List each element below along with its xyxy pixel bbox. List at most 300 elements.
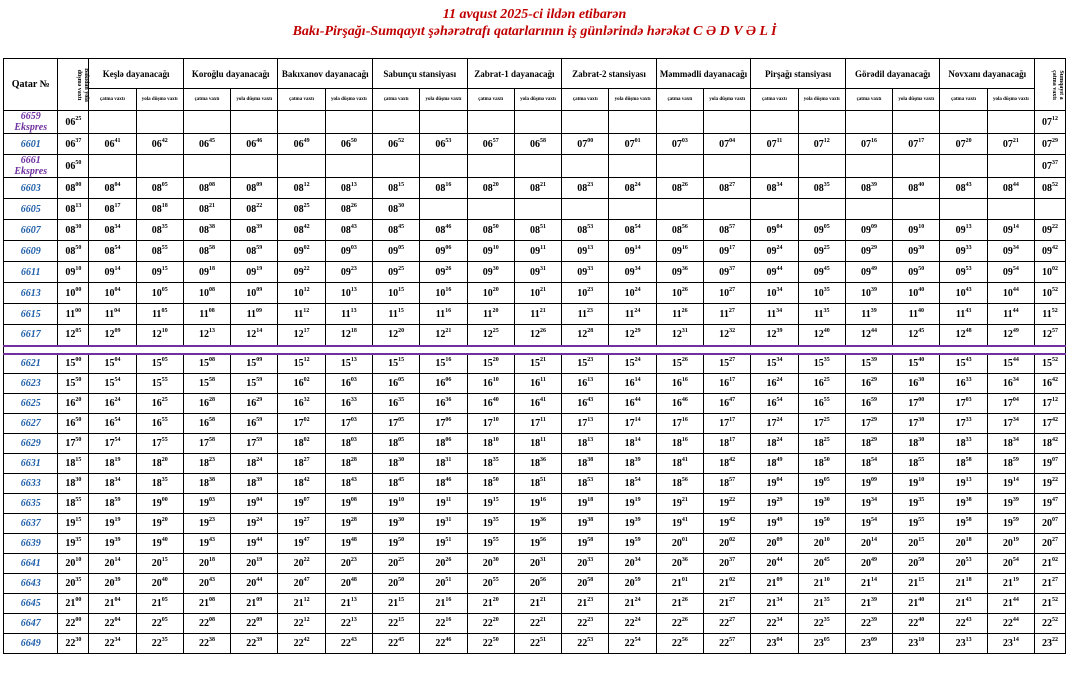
baku-departure-time: $19^{15}$ [58, 514, 89, 534]
departure-time: $12^{49}$ [987, 325, 1034, 346]
minutes: 53 [587, 223, 594, 230]
minutes: 06 [445, 417, 452, 423]
departure-time: $12^{21}$ [420, 325, 467, 346]
departure-time: $15^{16}$ [420, 354, 467, 374]
arrival-time: $11^{20}$ [467, 304, 514, 325]
arrival-time: $15^{23}$ [562, 354, 609, 374]
minutes: 00 [918, 397, 925, 403]
departure-time: $18^{59}$ [987, 454, 1034, 474]
minutes: 15 [397, 307, 404, 314]
sumqayit-arrival-time: $21^{52}$ [1035, 594, 1066, 614]
minutes: 41 [681, 517, 688, 523]
baku-departure-time: $08^{50}$ [58, 241, 89, 262]
departure-time: $09^{25}$ [798, 241, 845, 262]
minutes: 52 [1052, 286, 1059, 293]
departure-time: $20^{59}$ [609, 574, 656, 594]
minutes: 09 [256, 357, 263, 364]
arrival-time: $19^{30}$ [373, 514, 420, 534]
baku-departure-time: $12^{05}$ [58, 325, 89, 346]
minutes: 27 [729, 617, 736, 623]
minutes: 35 [823, 357, 830, 364]
train-number: 6633 [4, 474, 58, 494]
minutes: 04 [256, 497, 263, 503]
arrival-time: $11^{15}$ [373, 304, 420, 325]
departure-time: $21^{10}$ [798, 574, 845, 594]
arrival-time: $21^{23}$ [562, 594, 609, 614]
arrival-time [183, 111, 230, 134]
departure-time: $19^{36}$ [514, 514, 561, 534]
minutes: 41 [681, 457, 688, 463]
table-row [4, 374, 1066, 394]
minutes: 03 [350, 417, 357, 423]
arrival-time: $15^{08}$ [183, 354, 230, 374]
minutes: 24 [634, 307, 641, 314]
minutes: 27 [303, 457, 310, 463]
minutes: 00 [75, 597, 82, 603]
minutes: 42 [303, 223, 310, 230]
arrival-time: $16^{54}$ [751, 394, 798, 414]
departure-time: $10^{35}$ [798, 283, 845, 304]
minutes: 49 [776, 517, 783, 523]
minutes: 28 [209, 397, 215, 403]
minutes: 21 [540, 617, 546, 623]
arrival-time: $17^{13}$ [562, 414, 609, 434]
arrival-time: $20^{43}$ [183, 574, 230, 594]
minutes: 20 [492, 307, 499, 314]
arrival-time: $17^{24}$ [751, 414, 798, 434]
minutes: 49 [303, 137, 310, 144]
departure-time: $10^{40}$ [893, 283, 940, 304]
departure-time: $18^{31}$ [420, 454, 467, 474]
departure-time: $19^{28}$ [325, 514, 372, 534]
arrival-time: $07^{00}$ [562, 134, 609, 155]
minutes: 58 [965, 457, 972, 463]
departure-time: $20^{54}$ [987, 554, 1034, 574]
minutes: 33 [965, 377, 972, 383]
minutes: 35 [492, 517, 499, 523]
minutes: 43 [965, 307, 972, 314]
departure-time: $09^{15}$ [136, 262, 183, 283]
minutes: 30 [75, 637, 82, 643]
departure-time: $09^{06}$ [420, 241, 467, 262]
minutes: 38 [209, 637, 215, 643]
minutes: 29 [776, 497, 783, 503]
departure-time: $16^{06}$ [420, 374, 467, 394]
arrival-time: $08^{20}$ [467, 178, 514, 199]
arrival-time: $10^{34}$ [751, 283, 798, 304]
departure-time: $09^{23}$ [325, 262, 372, 283]
departure-time [893, 199, 940, 220]
minutes: 24 [776, 437, 783, 443]
departure-time: $12^{29}$ [609, 325, 656, 346]
minutes: 03 [350, 437, 357, 443]
arrival-time: $21^{04}$ [89, 594, 136, 614]
minutes: 21 [540, 181, 546, 188]
baku-departure-time: $06^{25}$ [58, 111, 89, 134]
arrival-time: $09^{25}$ [373, 262, 420, 283]
sumqayit-arrival-time: $12^{57}$ [1035, 325, 1066, 346]
minutes: 14 [871, 537, 878, 543]
arrival-time: $19^{19}$ [89, 514, 136, 534]
minutes: 50 [350, 137, 357, 144]
departure-time: $18^{35}$ [136, 474, 183, 494]
minutes: 30 [918, 377, 925, 383]
departure-time: $16^{59}$ [231, 414, 278, 434]
minutes: 15 [398, 617, 405, 623]
minutes: 37 [729, 265, 736, 272]
baku-departure-time: $18^{30}$ [58, 474, 89, 494]
arrival-time: $09^{33}$ [940, 241, 987, 262]
table-row [4, 494, 1066, 514]
arrival-time: $19^{09}$ [845, 474, 892, 494]
minutes: 18 [209, 265, 215, 272]
minutes: 35 [161, 637, 168, 643]
baku-departure-time: $08^{13}$ [58, 199, 89, 220]
minutes: 35 [823, 307, 830, 314]
departure-time: $19^{05}$ [798, 474, 845, 494]
sumqayit-arrival-time: 2322 [1035, 634, 1066, 654]
minutes: 24 [256, 517, 263, 523]
arrival-time: $08^{45}$ [373, 220, 420, 241]
baku-departure-time: $19^{35}$ [58, 534, 89, 554]
arrival-time: $07^{20}$ [940, 134, 987, 155]
minutes: 10 [823, 537, 830, 543]
minutes: 53 [587, 637, 594, 643]
departure-time: $17^{14}$ [609, 414, 656, 434]
arrival-time: $16^{10}$ [467, 374, 514, 394]
minutes: 49 [1012, 328, 1019, 335]
minutes: 49 [871, 557, 878, 563]
minutes: 24 [114, 397, 121, 403]
departure-time: 2254 [609, 634, 656, 654]
schedule-table [3, 58, 1066, 654]
minutes: 26 [681, 286, 688, 293]
minutes: 31 [540, 557, 546, 563]
arrival-time: $09^{13}$ [940, 220, 987, 241]
minutes: 39 [634, 517, 641, 523]
table-row [4, 454, 1066, 474]
arrival-time: $08^{30}$ [373, 199, 420, 220]
minutes: 39 [634, 457, 641, 463]
arrival-time: $16^{29}$ [845, 374, 892, 394]
minutes: 01 [681, 537, 688, 543]
arrival-time: $20^{09}$ [751, 534, 798, 554]
minutes: 54 [871, 517, 878, 523]
minutes: 17 [729, 377, 736, 383]
arrival-time: $18^{49}$ [751, 454, 798, 474]
arrival-time: $20^{33}$ [562, 554, 609, 574]
arrival-time [940, 199, 987, 220]
departure-time: $10^{13}$ [325, 283, 372, 304]
arrival-time: $08^{56}$ [656, 220, 703, 241]
departure-time: $22^{05}$ [136, 614, 183, 634]
departure-time: $12^{45}$ [893, 325, 940, 346]
minutes: 16 [445, 181, 452, 188]
departure-time: $18^{43}$ [325, 474, 372, 494]
minutes: 22 [303, 557, 310, 563]
train-number: 6615 [4, 304, 58, 325]
departure-time: $15^{40}$ [893, 354, 940, 374]
depart-subheader: yola düşmə vaxtı [704, 89, 751, 111]
minutes: 34 [1012, 437, 1019, 443]
minutes: 55 [823, 397, 830, 403]
minutes: 20 [492, 617, 499, 623]
train-number: 6631 [4, 454, 58, 474]
departure-time: $18^{24}$ [231, 454, 278, 474]
minutes: 54 [1012, 265, 1019, 272]
minutes: 30 [492, 265, 499, 272]
minutes: 24 [634, 357, 641, 364]
minutes: 35 [823, 286, 830, 293]
arrival-time: $18^{30}$ [373, 454, 420, 474]
minutes: 21 [540, 357, 546, 364]
table-row [4, 134, 1066, 155]
station-header: Bakıxanov dayanacağı [278, 59, 373, 89]
departure-time [514, 155, 561, 178]
baku-departure-time: $18^{55}$ [58, 494, 89, 514]
minutes: 43 [965, 286, 972, 293]
departure-time: $08^{46}$ [420, 220, 467, 241]
table-row [4, 155, 1066, 178]
minutes: 25 [823, 377, 830, 383]
departure-time: $09^{14}$ [987, 220, 1034, 241]
minutes: 40 [918, 597, 925, 603]
departure-time: $09^{03}$ [325, 241, 372, 262]
departure-time [704, 155, 751, 178]
minutes: 56 [540, 577, 546, 583]
minutes: 42 [1052, 437, 1059, 443]
arrival-time: $19^{50}$ [373, 534, 420, 554]
minutes: 09 [776, 577, 783, 583]
minutes: 58 [587, 537, 594, 543]
minutes: 18 [350, 328, 357, 335]
minutes: 16 [871, 137, 878, 144]
arrival-time: $19^{03}$ [183, 494, 230, 514]
departure-time [420, 199, 467, 220]
departure-time: $08^{21}$ [514, 178, 561, 199]
depart-subheader: yola düşmə vaxtı [798, 89, 845, 111]
minutes: 21 [539, 307, 546, 314]
table-row [4, 614, 1066, 634]
minutes: 03 [209, 497, 215, 503]
baku-departure-time: $15^{00}$ [58, 354, 89, 374]
departure-time: $12^{18}$ [325, 325, 372, 346]
minutes: 35 [161, 477, 168, 483]
departure-time: $08^{22}$ [231, 199, 278, 220]
departure-time: 2305 [798, 634, 845, 654]
arrival-time: $19^{07}$ [278, 494, 325, 514]
arrival-time: $19^{29}$ [751, 494, 798, 514]
departure-time: $19^{44}$ [231, 534, 278, 554]
arrival-time: $10^{39}$ [845, 283, 892, 304]
minutes: 15 [492, 497, 499, 503]
baku-departure-header [58, 59, 89, 111]
departure-time: $20^{19}$ [987, 534, 1034, 554]
departure-time [609, 199, 656, 220]
arrival-time: $21^{08}$ [183, 594, 230, 614]
minutes: 16 [681, 437, 688, 443]
minutes: 20 [492, 597, 499, 603]
minutes: 15 [75, 517, 82, 523]
arrival-time: $12^{48}$ [940, 325, 987, 346]
arrival-time: $09^{49}$ [845, 262, 892, 283]
departure-time: $17^{06}$ [420, 414, 467, 434]
departure-time: $09^{14}$ [609, 241, 656, 262]
minutes: 27 [303, 517, 310, 523]
minutes: 45 [823, 557, 830, 563]
arrival-time: $08^{23}$ [562, 178, 609, 199]
departure-time: $15^{44}$ [987, 354, 1034, 374]
arrival-time: $18^{13}$ [562, 434, 609, 454]
minutes: 36 [540, 457, 546, 463]
minutes: 45 [398, 637, 405, 643]
departure-time: $19^{30}$ [798, 494, 845, 514]
departure-time: $19^{40}$ [136, 534, 183, 554]
minutes: 23 [587, 286, 594, 293]
train-number: 6635 [4, 494, 58, 514]
arrival-time: $20^{14}$ [845, 534, 892, 554]
arrival-time: $19^{38}$ [940, 494, 987, 514]
departure-time: $12^{10}$ [136, 325, 183, 346]
arrival-time: $18^{56}$ [656, 474, 703, 494]
arrive-subheader: çatma vaxtı [467, 89, 514, 111]
arrival-time: $18^{34}$ [89, 474, 136, 494]
departure-time: $20^{10}$ [798, 534, 845, 554]
arrival-time: 2220 [467, 614, 514, 634]
arrival-time [845, 155, 892, 178]
minutes: 18 [965, 537, 972, 543]
arrival-time: $11^{23}$ [562, 304, 609, 325]
minutes: 54 [114, 437, 121, 443]
minutes: 59 [634, 537, 641, 543]
baku-departure-time: $06^{37}$ [58, 134, 89, 155]
arrival-time: $16^{33}$ [940, 374, 987, 394]
minutes: 00 [587, 137, 594, 144]
arrival-time: $06^{52}$ [373, 134, 420, 155]
minutes: 00 [75, 617, 82, 623]
arrival-time: $15^{34}$ [751, 354, 798, 374]
train-type-label: Ekspres [14, 122, 48, 133]
departure-time: $09^{10}$ [893, 220, 940, 241]
train-number: 6605 [4, 199, 58, 220]
arrival-time: $06^{57}$ [467, 134, 514, 155]
arrival-time [940, 111, 987, 134]
minutes: 50 [398, 537, 405, 543]
table-row [4, 554, 1066, 574]
arrival-time: $17^{54}$ [89, 434, 136, 454]
arrival-time: $21^{20}$ [467, 594, 514, 614]
minutes: 45 [209, 137, 215, 144]
minutes: 50 [75, 159, 82, 166]
minutes: 50 [492, 223, 499, 230]
train-number: 6627 [4, 414, 58, 434]
departure-time: $17^{34}$ [987, 414, 1034, 434]
departure-time: $19^{14}$ [987, 474, 1034, 494]
departure-time: 2221 [514, 614, 561, 634]
minutes: 34 [1012, 244, 1019, 251]
minutes: 02 [303, 377, 310, 383]
minutes: 04 [114, 597, 121, 603]
minutes: 30 [398, 457, 405, 463]
minutes: 09 [256, 181, 263, 188]
departure-time [987, 111, 1034, 134]
minutes: 22 [256, 202, 263, 209]
minutes: 10 [492, 417, 499, 423]
sumqayit-arrival-time: $20^{07}$ [1035, 514, 1066, 534]
departure-time: $09^{05}$ [798, 220, 845, 241]
arrival-time: $08^{54}$ [89, 241, 136, 262]
arrival-time: $08^{50}$ [467, 220, 514, 241]
departure-time [231, 111, 278, 134]
departure-time [893, 155, 940, 178]
arrival-time: $19^{58}$ [562, 534, 609, 554]
departure-time: $10^{16}$ [420, 283, 467, 304]
minutes: 13 [587, 244, 594, 251]
minutes: 21 [1012, 137, 1019, 144]
arrival-time: $18^{27}$ [278, 454, 325, 474]
minutes: 09 [871, 477, 878, 483]
minutes: 18 [209, 557, 215, 563]
minutes: 38 [587, 457, 594, 463]
minutes: 29 [1052, 137, 1059, 144]
departure-time: $18^{39}$ [609, 454, 656, 474]
arrival-time: $20^{49}$ [845, 554, 892, 574]
minutes: 45 [918, 328, 925, 335]
arrival-time: $17^{29}$ [845, 414, 892, 434]
departure-time: $09^{50}$ [893, 262, 940, 283]
minutes: 07 [1052, 457, 1059, 463]
minutes: 26 [350, 202, 357, 209]
departure-time: $18^{30}$ [893, 434, 940, 454]
arrival-time: $18^{10}$ [467, 434, 514, 454]
arrival-time: 2242 [278, 634, 325, 654]
minutes: 31 [445, 517, 452, 523]
arrival-time: $20^{55}$ [467, 574, 514, 594]
minutes: 30 [918, 244, 925, 251]
table-row [4, 394, 1066, 414]
minutes: 24 [776, 244, 783, 251]
departure-time: $12^{40}$ [798, 325, 845, 346]
minutes: 13 [587, 417, 594, 423]
arrival-time: $10^{20}$ [467, 283, 514, 304]
departure-time: $12^{14}$ [231, 325, 278, 346]
departure-time: 2227 [704, 614, 751, 634]
minutes: 27 [729, 357, 736, 364]
departure-time: 2224 [609, 614, 656, 634]
train-number: 6603 [4, 178, 58, 199]
arrival-time [845, 111, 892, 134]
minutes: 26 [681, 617, 688, 623]
arrival-time: 2309 [845, 634, 892, 654]
departure-time: $08^{16}$ [420, 178, 467, 199]
sumqayit-arrival-time: $19^{07}$ [1035, 454, 1066, 474]
arrival-time: $12^{17}$ [278, 325, 325, 346]
departure-time: $18^{57}$ [704, 474, 751, 494]
departure-time [704, 199, 751, 220]
minutes: 13 [350, 181, 357, 188]
minutes: 14 [871, 577, 878, 583]
minutes: 12 [1052, 115, 1059, 122]
train-number: 6637 [4, 514, 58, 534]
minutes: 09 [871, 223, 878, 230]
departure-time: $17^{59}$ [231, 434, 278, 454]
minutes: 01 [634, 137, 641, 144]
departure-time: $06^{42}$ [136, 134, 183, 155]
minutes: 25 [492, 328, 499, 335]
minutes: 38 [587, 517, 594, 523]
minutes: 05 [398, 437, 405, 443]
train-number-header: Qatar № [4, 59, 58, 111]
